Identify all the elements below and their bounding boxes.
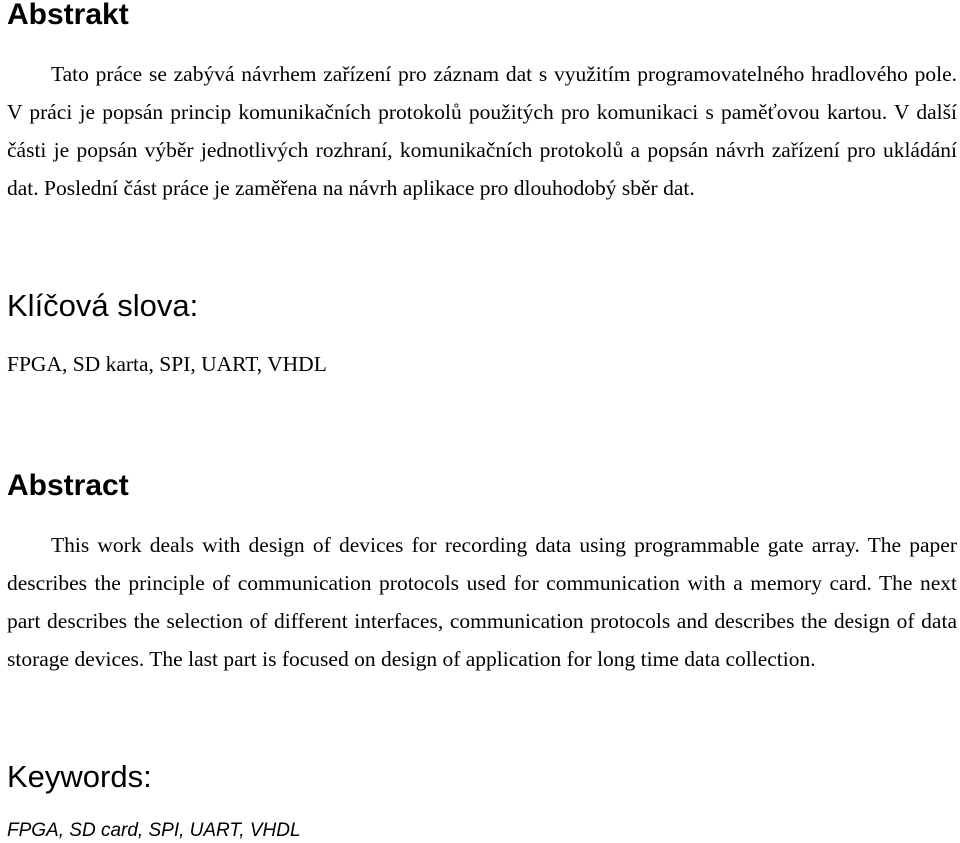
czech-abstract-body: Tato práce se zabývá návrhem zařízení pro záznam dat s využitím programovatelného hradlového pole. V práci je popsán princip komunikačních protokolů použitých pro komunikaci s paměťovou kartou. V další části je popsán výběr jednotlivých rozhraní, komunikačních protokolů a popsán návrh zařízení pro ukládání dat. Poslední část práce je zaměřena na návrh aplikace pro dlouhodobý sběr dat. (7, 62, 957, 200)
english-abstract-heading: Abstract (7, 469, 129, 502)
czech-keywords-heading: Klíčová slova: (7, 288, 199, 323)
english-keywords-list: FPGA, SD card, SPI, UART, VHDL (7, 820, 301, 841)
english-keywords-heading: Keywords: (7, 759, 152, 794)
czech-abstract-heading: Abstrakt (7, 0, 129, 31)
czech-keywords-list: FPGA, SD karta, SPI, UART, VHDL (7, 352, 327, 376)
english-abstract-body: This work deals with design of devices for recording data using programmable gate array. The paper describes the principle of communication protocols used for communication with a memory card. The next part describes the selection of different interfaces, communication protocols and describes the design of data storage devices. The last part is focused on design of application for long time data collection. (7, 533, 957, 671)
